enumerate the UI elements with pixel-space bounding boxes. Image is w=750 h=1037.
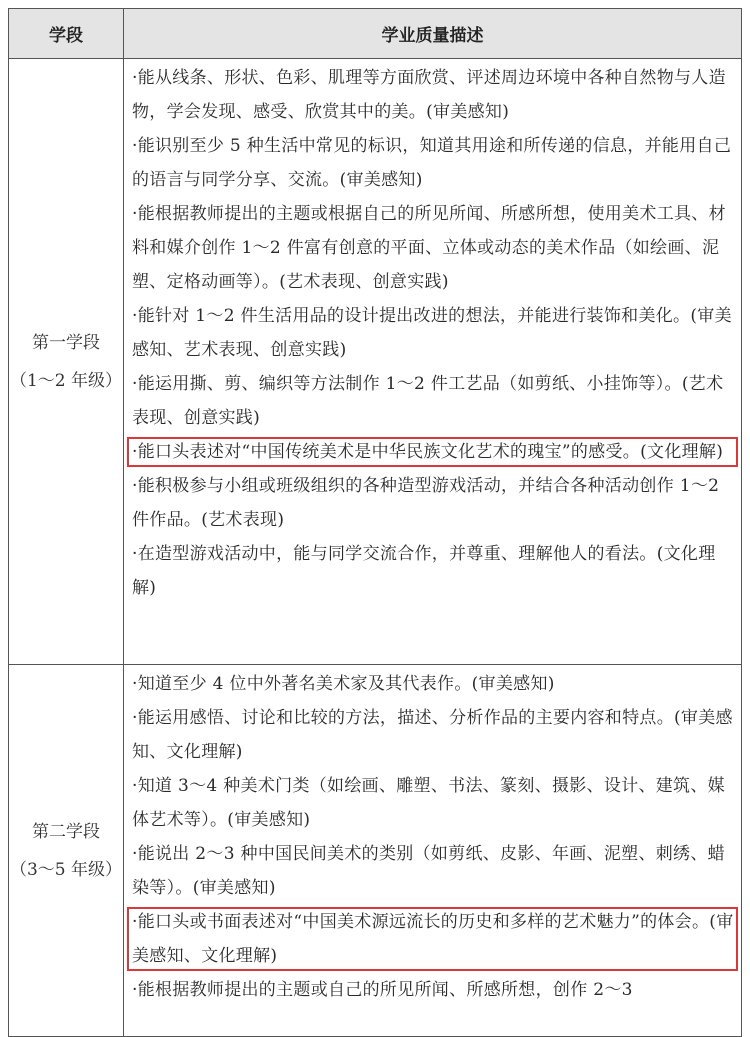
quality-item: ·能根据教师提出的主题或根据自己的所见所闻、所感所想，使用美术工具、材料和媒介创作 1～2 件富有创意的平面、立体或动态的美术作品（如绘画、泥塑、定格动画等）。(艺术表现、创意实践)	[132, 204, 726, 292]
header-description: 学业质量描述	[124, 9, 742, 59]
quality-item: ·能针对 1～2 件生活用品的设计提出改进的想法，并能进行装饰和美化。(审美感知、艺术表现、创意实践)	[132, 306, 732, 360]
quality-item: ·能识别至少 5 种生活中常见的标识，知道其用途和所传递的信息，并能用自己的语言与同学分享、交流。(审美感知)	[132, 136, 732, 190]
stage-row-1	[9, 59, 742, 665]
quality-item: ·能运用感悟、讨论和比较的方法，描述、分析作品的主要内容和特点。(审美感知、文化理解)	[132, 708, 733, 762]
quality-item: ·知道 3～4 种美术门类（如绘画、雕塑、书法、篆刻、摄影、设计、建筑、媒体艺术等）。(审美感知)	[132, 776, 725, 830]
stage-grades: （3～5 年级）	[9, 859, 123, 880]
stage-description-cell	[124, 665, 742, 1037]
header-stage: 学段	[9, 9, 124, 59]
curriculum-quality-table	[8, 8, 742, 1037]
quality-item: ·能积极参与小组或班级组织的各种造型游戏活动，并结合各种活动创作 1～2 件作品。(艺术表现)	[132, 476, 720, 530]
quality-item: ·在造型游戏活动中，能与同学交流合作，并尊重、理解他人的看法。(文化理解)	[132, 544, 716, 598]
stage-description-cell	[124, 59, 742, 665]
quality-item: ·知道至少 4 位中外著名美术家及其代表作。(审美感知)	[132, 674, 555, 694]
stage-label-cell	[9, 665, 124, 1037]
table-header-row	[9, 9, 742, 59]
stage-name: 第二学段	[32, 821, 100, 842]
stage-name: 第一学段	[32, 332, 100, 353]
quality-item: ·能运用撕、剪、编织等方法制作 1～2 件工艺品（如剪纸、小挂饰等）。(艺术表现、创意实践)	[132, 374, 724, 428]
highlighted-quality-item: ·能口头表述对“中国传统美术是中华民族文化艺术的瑰宝”的感受。(文化理解)	[132, 435, 735, 469]
quality-item: ·能根据教师提出的主题或自己的所见所闻、所感所想，创作 2～3	[132, 980, 633, 1000]
stage-label-cell	[9, 59, 124, 665]
stage-grades: （1～2 年级）	[9, 370, 123, 391]
stage-row-2	[9, 665, 742, 1037]
quality-item: ·能从线条、形状、色彩、肌理等方面欣赏、评述周边环境中各种自然物与人造物，学会发现、感受、欣赏其中的美。(审美感知)	[132, 68, 726, 122]
highlighted-quality-item: ·能口头或书面表述对“中国美术源远流长的历史和多样的艺术魅力”的体会。(审美感知、文化理解)	[132, 905, 735, 973]
quality-item: ·能说出 2～3 种中国民间美术的类别（如剪纸、皮影、年画、泥塑、刺绣、蜡染等）。(审美感知)	[132, 844, 725, 898]
